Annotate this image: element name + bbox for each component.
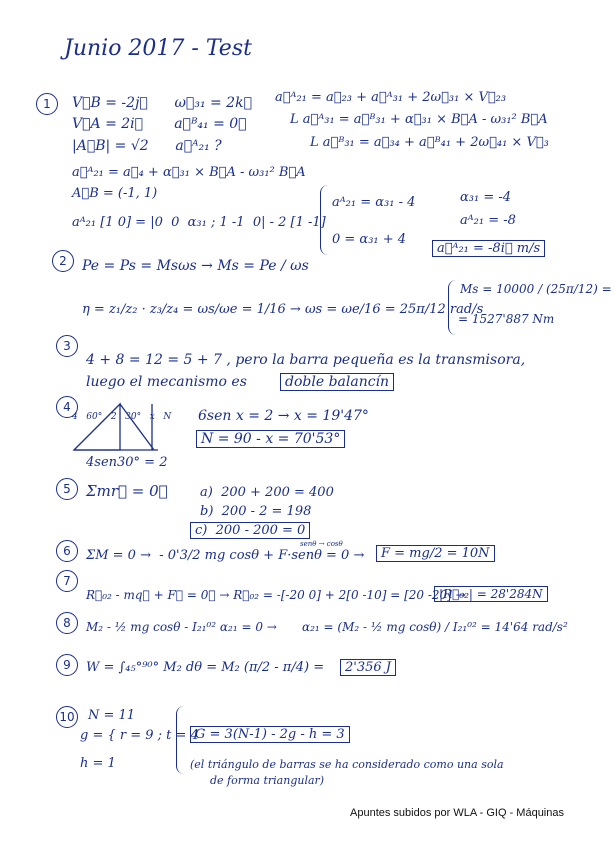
question-number-2: 2	[52, 250, 74, 272]
question-number-10: 10	[56, 706, 78, 728]
q2-brace	[448, 280, 459, 335]
q9-answer-box: 2'356 J	[340, 659, 396, 676]
q10-line-2: g = { r = 9 ; t = 4	[80, 728, 199, 743]
q3-answer-box: doble balancín	[280, 373, 394, 391]
q1-line-3: |A⃗B| = √2 a⃗ᴬ₂₁ ?	[72, 138, 222, 154]
q1-system-brace	[320, 185, 331, 255]
q10-brace	[176, 706, 187, 774]
question-number-8: 8	[56, 612, 78, 634]
q8-answer: α₂₁ = (M₂ - ½ mg cosθ) / I₂₁⁰² = 14'64 rad/s²	[302, 620, 568, 634]
q2-right-1: Ms = 10000 / (25π/12) =	[460, 282, 612, 296]
q3-line-1: 4 + 8 = 12 = 5 + 7 , pero la barra pequeña es la transmisora,	[86, 352, 526, 368]
footer-credit: Apuntes subidos por WLA - GIQ - Máquinas	[350, 807, 564, 819]
q3-line-2: luego el mecanismo es	[86, 374, 252, 390]
q6-line-1: ΣM = 0 → - 0'3/2 mg cosθ + F·senθ = 0 →	[86, 548, 365, 563]
question-number-9: 9	[56, 654, 78, 676]
q1-right-1: a⃗ᴬ₂₁ = a⃗₂₃ + a⃗ᴬ₃₁ + 2ω⃗₃₁ × V⃗₂₃	[275, 90, 507, 105]
q10-answer-box: G = 3(N-1) - 2g - h = 3	[190, 726, 350, 743]
q4-triangle-figure	[72, 402, 162, 454]
q1-line-2: V⃗A = 2i⃗ a⃗ᴮ₄₁ = 0⃗	[72, 116, 247, 132]
q4-figure-labels: 4 60° 2 30° x N	[72, 412, 172, 422]
q10-note-2: de forma triangular)	[210, 774, 325, 787]
q5-option-a: a) 200 + 200 = 400	[200, 485, 334, 500]
q10-line-1: N = 11	[88, 708, 136, 723]
q1-line-5: A⃗B = (-1, 1)	[72, 186, 158, 201]
question-number-1: 1	[36, 93, 58, 115]
question-number-7: 7	[56, 570, 78, 592]
q1-system-1: aᴬ₂₁ = α₃₁ - 4	[332, 195, 416, 210]
q2-line-2: η = z₁/z₂ · z₃/z₄ = ωs/ωe = 1/16 → ωs = ωe/16 = 25π/12 rad/s	[82, 302, 484, 317]
q9-line-1: W = ∫₄₅°⁹⁰° M₂ dθ = M₂ (π/2 - π/4) =	[86, 660, 329, 675]
q6-answer-box: F = mg/2 = 10N	[376, 545, 495, 562]
question-number-4: 4	[56, 396, 78, 418]
q1-line-4: a⃗ᴬ₂₁ = a⃗₄ + α⃗₃₁ × B⃗A - ω₃₁² B⃗A	[72, 165, 306, 180]
q7-answer-box: |R⃗₀₂| = 28'284N	[434, 586, 548, 602]
q2-right-2: = 1527'887 Nm	[458, 312, 555, 326]
question-number-6: 6	[56, 540, 78, 562]
q10-line-3: h = 1	[80, 756, 116, 771]
q5-line-1: Σmr⃗ = 0⃗	[86, 482, 168, 500]
q10-note-1: (el triángulo de barras se ha considerado como una sola	[190, 758, 504, 771]
q4-answer-box: N = 90 - x = 70'53°	[196, 430, 345, 448]
q2-line-1: Pe = Ps = Msωs → Ms = Pe / ωs	[82, 258, 309, 274]
q8-line-1: M₂ - ½ mg cosθ - I₂₁⁰² α₂₁ = 0 →	[86, 620, 277, 634]
q6-note: senθ → cosθ	[300, 540, 343, 548]
page-title: Junio 2017 - Test	[64, 36, 252, 61]
q7-line-1: R⃗₀₂ - mq⃗ + F⃗ = 0⃗ → R⃗₀₂ = -[-20 0] + 2[0 -10] = [20 -20] →	[86, 588, 466, 602]
question-number-5: 5	[56, 478, 78, 500]
q4-line-1: 6sen x = 2 → x = 19'47°	[198, 408, 369, 424]
q1-result-1: α₃₁ = -4	[460, 190, 512, 205]
question-number-3: 3	[56, 335, 78, 357]
q1-result-2: aᴬ₂₁ = -8	[460, 213, 516, 228]
q1-line-6: aᴬ₂₁ [1 0] = |0 0 α₃₁ ; 1 -1 0| - 2 [1 -1]	[72, 215, 326, 230]
q1-line-1: V⃗B = -2j⃗ ω⃗₃₁ = 2k⃗	[72, 95, 252, 111]
q5-option-b: b) 200 - 2 = 198	[200, 504, 312, 519]
q1-system-2: 0 = α₃₁ + 4	[332, 232, 407, 247]
q1-answer-box: a⃗ᴬ₂₁ = -8i⃗ m/s	[432, 240, 545, 257]
q5-option-c-box: c) 200 - 200 = 0	[190, 522, 310, 539]
q1-right-2: L a⃗ᴬ₃₁ = a⃗ᴮ₃₁ + α⃗₃₁ × B⃗A - ω₃₁² B⃗A	[290, 112, 548, 127]
q1-right-3: L a⃗ᴮ₃₁ = a⃗₃₄ + a⃗ᴮ₄₁ + 2ω⃗₄₁ × V⃗₃	[310, 135, 549, 150]
q4-line-3: 4sen30° = 2	[86, 455, 168, 470]
